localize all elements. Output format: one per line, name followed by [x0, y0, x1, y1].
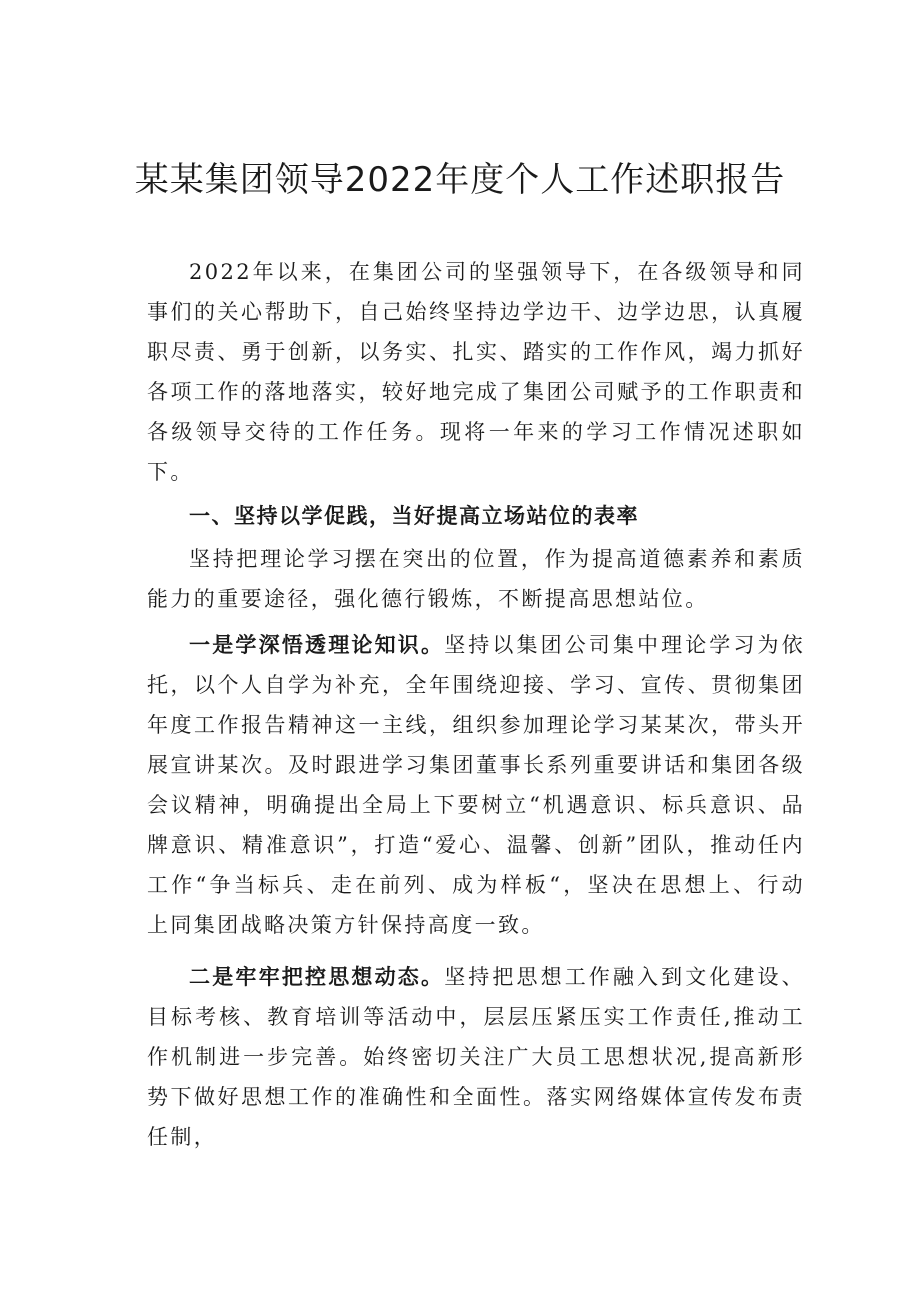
section-1-summary: 坚持把理论学习摆在突出的位置，作为提高道德素养和素质能力的重要途径，强化德行锻炼，不断提高思想站位。 [147, 547, 805, 611]
point-1-text: 坚持以集团公司集中理论学习为依托，以个人自学为补充，全年围绕迎接、学习、宣传、贯彻集团年度工作报告精神这一主线，组织参加理论学习某某次，带头开展宣讲某次。及时跟进学习集团董事长系列重要讲话和集团各级会议精神，明确提出全局上下要树立“机遇意识、标兵意识、品牌意识、精准意识”，打造“爱心、温馨、创新”团队，推动任内工作“争当标兵、走在前列、成为样板“，坚决在思想上、行动上同集团战略决策方针保持高度一致。 [147, 633, 806, 937]
document-body [147, 252, 805, 1157]
point-2-text: 坚持把思想工作融入到文化建设、目标考核、教育培训等活动中，层层压紧压实工作责任,推动工作机制进一步完善。始终密切关注广大员工思想状况,提高新形势下做好思想工作的准确性和全面性。落实网络媒体宣传发布责任制， [147, 965, 806, 1149]
intro-paragraph: 2022年以来，在集团公司的坚强领导下，在各级领导和同事们的关心帮助下，自己始终坚持边学边干、边学边思，认真履职尽责、勇于创新，以务实、扎实、踏实的工作作风，竭力抓好各项工作的落地落实，较好地完成了集团公司赋予的工作职责和各级领导交待的工作任务。现将一年来的学习工作情况述职如下。 [147, 260, 805, 484]
document-title: 某某集团领导2022年度个人工作述职报告 [134, 160, 786, 200]
section-1-heading: 一、坚持以学促践，当好提高立场站位的表率 [189, 504, 639, 528]
point-1-lead: 一是学深悟透理论知识。 [189, 633, 445, 657]
point-2-lead: 二是牢牢把控思想动态。 [189, 965, 445, 989]
point-2-paragraph [147, 957, 805, 1157]
point-1-paragraph [147, 625, 805, 945]
